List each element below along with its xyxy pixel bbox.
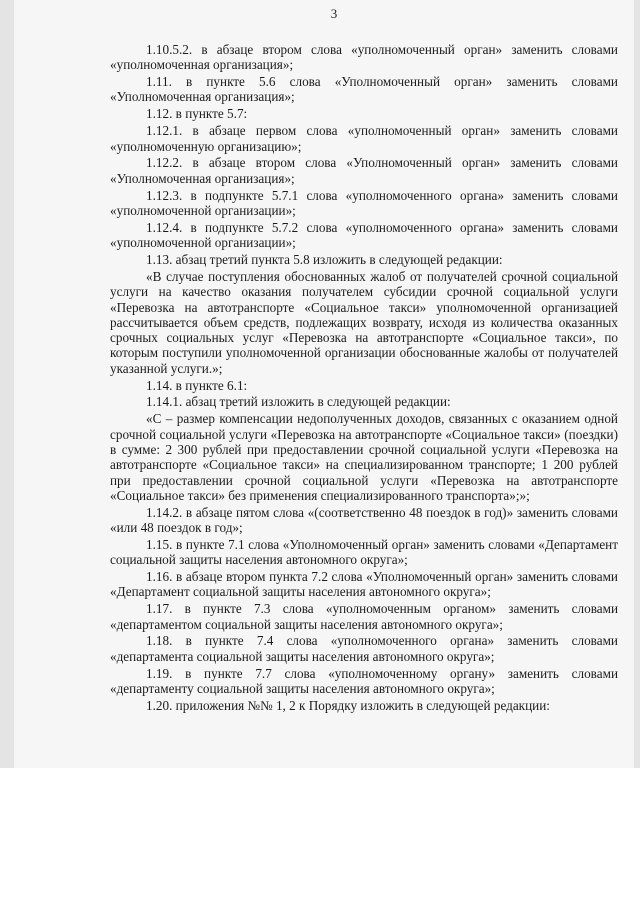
paragraph: 1.12.2. в абзаце втором слова «Уполномоченный орган» заменить словами «Уполномоченная организация»; xyxy=(110,155,618,186)
paragraph: 1.12. в пункте 5.7: xyxy=(146,106,248,122)
paragraph: 1.17. в пункте 7.3 слова «уполномоченным органом» заменить словами «департаментом социальной защиты населения автономного округа»; xyxy=(110,601,618,632)
paragraph: 1.19. в пункте 7.7 слова «уполномоченному органу» заменить словами «департаменту социальной защиты населения автономного округа»; xyxy=(110,665,618,696)
blank-area xyxy=(0,768,640,905)
paragraph: 1.12.3. в подпункте 5.7.1 слова «уполномоченного органа» заменить словами «уполномоченной организации»; xyxy=(110,187,618,218)
paragraph: 1.15. в пункте 7.1 слова «Уполномоченный орган» заменить словами «Департамент социальной защиты населения автономного округа»; xyxy=(110,536,618,568)
paragraph: 1.12.1. в абзаце первом слова «уполномоченный орган» заменить словами «уполномоченную организацию»; xyxy=(110,123,618,154)
page-number: 3 xyxy=(330,6,338,21)
paragraph: 1.11. в пункте 5.6 слова «Уполномоченный орган» заменить словами «Уполномоченная организация»; xyxy=(110,74,618,105)
paragraph: 1.12.4. в подпункте 5.7.2 слова «уполномоченного органа» заменить словами «уполномоченной организации»; xyxy=(110,219,618,251)
paragraph: 1.14.1. абзац третий изложить в следующей редакции: xyxy=(146,394,451,410)
paragraph: 1.14.2. в абзаце пятом слова «(соответственно 48 поездок в год)» заменить словами «или 48 поездок в год»; xyxy=(110,504,618,536)
paragraph: 1.20. приложения №№ 1, 2 к Порядку изложить в следующей редакции: xyxy=(146,697,550,713)
paragraph: «С – размер компенсации недополученных доходов, связанных с оказанием одной срочной социальной услуги «Перевозка на автотранспорте «Социальное такси» (поездки) в сумме: 2 300 рублей при предоставлении срочной социальной услуги «Перевозка на автотранспорте «Социальное такси» на специализированном транспорте; 1 200 рублей при предоставлении срочной социальной услуги «Перевозка на автотранспорте «Социальное такси» без применения специализированного транспорта»;»; xyxy=(110,411,618,503)
paragraph: 1.16. в абзаце втором пункта 7.2 слова «Уполномоченный орган» заменить словами «Департамент социальной защиты населения автономного округа»; xyxy=(110,569,618,600)
paragraph: 1.10.5.2. в абзаце втором слова «уполномоченный орган» заменить словами «уполномоченная организация»; xyxy=(110,42,618,73)
paragraph: 1.14. в пункте 6.1: xyxy=(146,377,248,393)
paragraph: «В случае поступления обоснованных жалоб от получателей срочной социальной услуги на качество оказания получателем субсидии срочной социальной услуги «Перевозка на автотранспорте «Социальное такси» уполномоченной организацией рассчитывается объем средств, подлежащих возврату, исходя из количества оказанных срочных социальных услуг «Перевозка на автотранспорте «Социальное такси», по которым поступили уполномоченной организации обоснованные жалобы от получателей указанной услуги.»; xyxy=(110,268,618,376)
document-body xyxy=(110,42,618,715)
paragraph: 1.13. абзац третий пункта 5.8 изложить в следующей редакции: xyxy=(146,252,503,268)
paragraph: 1.18. в пункте 7.4 слова «уполномоченного органа» заменить словами «департамента социальной защиты населения автономного округа»; xyxy=(110,633,618,664)
